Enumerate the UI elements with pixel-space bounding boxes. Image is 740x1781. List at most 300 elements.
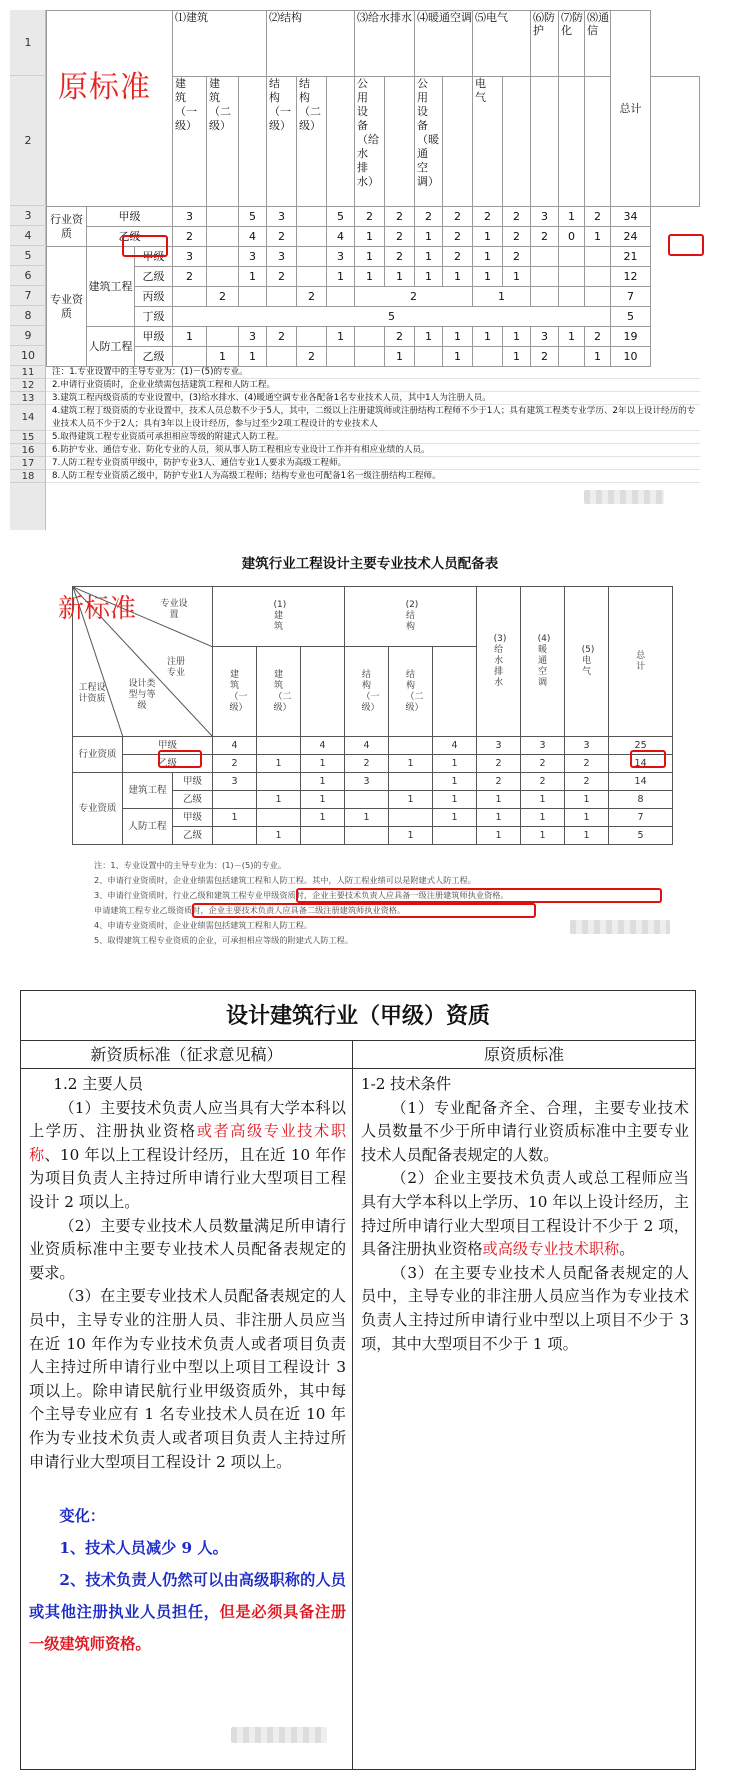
group-header: ⑺防化	[559, 11, 585, 77]
cell: 1	[521, 791, 565, 809]
cell: 1	[301, 809, 345, 827]
group-header: ⑸电气	[473, 11, 531, 77]
cell: 1	[565, 809, 609, 827]
cell: 2	[385, 327, 415, 347]
cell: 1	[301, 755, 345, 773]
cell: 4	[345, 737, 389, 755]
group-header: (4)暖通空调	[521, 587, 565, 737]
grade-yi: 乙级	[123, 755, 213, 773]
old-standard-title: 原标准	[58, 70, 151, 105]
row-number[interactable]: 13	[10, 392, 46, 405]
cell: 2	[355, 207, 385, 227]
group-header: ⑻通信	[585, 11, 611, 77]
cell	[345, 827, 389, 845]
cell: 1	[521, 809, 565, 827]
cell	[257, 809, 301, 827]
total-cell: 21	[611, 247, 651, 267]
cell	[585, 247, 611, 267]
cell	[389, 773, 433, 791]
cell	[297, 327, 327, 347]
cell	[415, 347, 443, 367]
sub-header: 建筑（二级）	[257, 647, 301, 737]
cell: 3	[239, 247, 267, 267]
cell: 1	[585, 227, 611, 247]
group-header: ⑶给水排水	[355, 11, 415, 77]
grade-jia: 甲级	[123, 737, 213, 755]
cell: 1	[503, 327, 531, 347]
empty-cell	[443, 77, 473, 207]
watermark-blur	[231, 1727, 327, 1743]
changes-heading: 变化：	[59, 1507, 105, 1526]
total-cell: 5	[611, 307, 651, 327]
paragraph: （3）在主要专业技术人员配备表规定的人员中，主导专业的非注册人员应当作为专业技术负责人主持过所申请行业中型以上项目不少于 3 项，其中大型项目不少于 1 项。	[361, 1263, 689, 1353]
comparison-title: 设计建筑行业（甲级）资质	[21, 991, 695, 1041]
row-number[interactable]: 11	[10, 366, 46, 379]
cell	[389, 809, 433, 827]
paragraph: （2）企业主要技术负责人或总工程师应当具有大学本科以上学历、10 年以上设计经历，主持过所申请行业大型项目工程设计不少于 2 项，具备注册执业资格或高级专业技术职称。	[361, 1169, 689, 1259]
cell: 1	[473, 267, 503, 287]
grade-jia: 甲级	[173, 809, 213, 827]
cell: 3	[327, 247, 355, 267]
paragraph: （3）在主要专业技术人员配备表规定的人员中，主导专业的注册人员、非注册人员应当在近 10 年作为专业技术负责人或者项目负责人主持过所申请行业中型以上项目工程设计 3 项以上。除申请民航行业甲级资质外，其中每个主导专业应有 1 名专业技术人员在近 10 年作为专业技术负责人或者项目负责人主持过所申请行业大型项目工程设计 2 项以上。	[29, 1287, 346, 1471]
cell: 3	[213, 773, 257, 791]
cell: 2	[473, 207, 503, 227]
column-header: 新资质标准（征求意见稿）	[21, 1041, 352, 1069]
note-line: 6.防护专业、通信专业、防化专业的人员，须从事人防工程相应专业设计工作并有相应业绩的人员。	[46, 444, 700, 457]
building-label: 建筑工程	[123, 773, 173, 809]
cell: 1	[473, 287, 531, 307]
cell: 1	[433, 791, 477, 809]
cell	[433, 827, 477, 845]
highlight-box	[192, 903, 536, 918]
cell	[473, 347, 503, 367]
total-cell: 8	[609, 791, 673, 809]
building-label: 建筑工程	[87, 247, 135, 327]
cell	[213, 791, 257, 809]
row-number[interactable]: 4	[10, 226, 46, 246]
total-header: 总计	[609, 587, 673, 737]
cell: 2	[345, 755, 389, 773]
group-header: (5)电气	[565, 587, 609, 737]
cell: 2	[585, 207, 611, 227]
cell: 2	[385, 227, 415, 247]
professional-label: 专业资质	[47, 247, 87, 367]
cell: 2	[267, 227, 297, 247]
cell: 2	[503, 207, 531, 227]
cell: 2	[355, 287, 473, 307]
empty-cell	[531, 77, 559, 207]
empty-cell	[327, 77, 355, 207]
cell	[207, 247, 239, 267]
sub-header: 结构（一级）	[267, 77, 297, 207]
cell: 3	[267, 207, 297, 227]
cell: 1	[565, 791, 609, 809]
cell: 2	[385, 247, 415, 267]
civil-defense-label: 人防工程	[87, 327, 135, 367]
cell	[297, 207, 327, 227]
row-number[interactable]: 7	[10, 286, 46, 306]
total-header: 总计	[611, 11, 651, 207]
empty-cell	[433, 647, 477, 737]
cell: 1	[415, 247, 443, 267]
cell: 5	[327, 207, 355, 227]
cell: 2	[477, 773, 521, 791]
comparison-table	[20, 990, 696, 1770]
cell	[297, 227, 327, 247]
note-line: 4、申请专业资质时，企业业绩需包括建筑工程和人防工程。	[94, 920, 313, 930]
grade-jia: 甲级	[135, 247, 173, 267]
row-number[interactable]: 10	[10, 346, 46, 366]
sub-header: 公用设备（给水排水）	[355, 77, 385, 207]
cell: 1	[389, 755, 433, 773]
cell: 4	[239, 227, 267, 247]
section-heading: 1-2 技术条件	[361, 1075, 452, 1093]
highlight-box	[158, 750, 202, 768]
civil-defense-label: 人防工程	[123, 809, 173, 845]
cell	[389, 737, 433, 755]
cell	[297, 247, 327, 267]
group-header: (2)结构	[345, 587, 477, 647]
total-cell: 5	[609, 827, 673, 845]
corner-label: 注册专业	[166, 657, 185, 678]
empty-cell	[385, 77, 415, 207]
cell: 1	[257, 755, 301, 773]
cell	[531, 287, 559, 307]
cell: 2	[297, 347, 327, 367]
cell: 1	[473, 227, 503, 247]
cell	[173, 287, 207, 307]
cell: 5	[239, 207, 267, 227]
cell: 2	[521, 755, 565, 773]
cell	[355, 327, 385, 347]
industry-label: 行业资质	[47, 207, 87, 247]
cell: 1	[389, 791, 433, 809]
row-number[interactable]: 14	[10, 405, 46, 431]
cell	[531, 247, 559, 267]
cell: 3	[239, 327, 267, 347]
cell	[327, 287, 355, 307]
cell: 2	[443, 207, 473, 227]
cell	[207, 227, 239, 247]
cell: 1	[239, 267, 267, 287]
cell: 1	[415, 227, 443, 247]
cell: 1	[257, 827, 301, 845]
new-standard-scan	[60, 552, 680, 944]
note-line: 5、取得建筑工程专业资质的企业，可承担相应等级的附建式人防工程。	[94, 935, 354, 945]
old-standard-column	[353, 1041, 695, 1769]
cell: 2	[267, 327, 297, 347]
grade-jia: 甲级	[173, 773, 213, 791]
group-header: (1)建筑	[213, 587, 345, 647]
note-line: 3.建筑工程丙级资质的专业设置中，(3)给水排水、(4)暖通空调专业各配备1名专业技术人员，其中1人为注册人员。	[46, 392, 700, 405]
group-header: ⑵结构	[267, 11, 355, 77]
cell: 1	[433, 809, 477, 827]
cell: 1	[415, 327, 443, 347]
cell	[355, 347, 385, 367]
cell: 1	[327, 267, 355, 287]
cell: 1	[385, 267, 415, 287]
cell: 1	[443, 347, 473, 367]
highlight-box	[668, 234, 704, 256]
note-line: 5.取得建筑工程专业资质可承担相应等级的附建式人防工程。	[46, 431, 700, 444]
empty-cell	[585, 77, 611, 207]
cell: 1	[477, 791, 521, 809]
grade-jia: 甲级	[135, 327, 173, 347]
cell: 1	[433, 755, 477, 773]
cell: 2	[415, 207, 443, 227]
cell: 4	[301, 737, 345, 755]
cell: 2	[565, 755, 609, 773]
cell: 4	[327, 227, 355, 247]
empty-cell	[651, 77, 700, 207]
sub-header: 电气	[473, 77, 503, 207]
corner-cell	[47, 11, 173, 207]
total-cell: 14	[609, 755, 673, 773]
highlight-box	[630, 750, 666, 768]
corner-label: 设计类型与等级	[128, 679, 156, 711]
cell	[301, 827, 345, 845]
cell: 1	[503, 347, 531, 367]
note-line: 7.人防工程专业资质甲级中，防护专业3人、通信专业1人要求为高级工程师。	[46, 457, 700, 470]
row-number[interactable]: 18	[10, 470, 46, 483]
empty-cell	[239, 77, 267, 207]
note-line: 4.建筑工程丁级资质的专业设置中，技术人员总数不少于5人，其中，二级以上注册建筑师或注册结构工程师不少于1人；具有建筑工程类专业学历、2年以上设计经历的专业技术人员不少于2人；具有3年以上设计经历，参与过至少2项工程设计的专业技术人	[46, 405, 700, 431]
sub-header: 建筑（一级）	[173, 77, 207, 207]
cell: 1	[327, 327, 355, 347]
note-line: 3、申请行业资质时，行业乙级和建筑工程专业甲级资质时，企业主要技术负责人应具备一级注册建筑师执业资格。	[94, 890, 509, 900]
cell	[559, 347, 585, 367]
row-number[interactable]: 2	[10, 76, 46, 206]
note-line: 2.申请行业资质时，企业业绩需包括建筑工程和人防工程。	[46, 379, 700, 392]
paragraph: （1）主要技术负责人应当具有大学本科以上学历、注册执业资格或者高级专业技术职称、10 年以上工程设计经历，且在近 10 年作为项目负责人主持过所申请行业大型项目工程设计 2 项以上。	[29, 1098, 347, 1211]
new-standard-title: 新标准	[58, 594, 137, 624]
group-header: ⑷暖通空调	[415, 11, 473, 77]
new-table-title: 建筑行业工程设计主要专业技术人员配备表	[241, 556, 499, 572]
highlight-box	[296, 888, 662, 903]
cell: 1	[257, 791, 301, 809]
row-number[interactable]: 15	[10, 431, 46, 444]
watermark-blur	[584, 490, 664, 504]
sub-header: 公用设备（暖通空调）	[415, 77, 443, 207]
cell: 1	[521, 827, 565, 845]
watermark-blur	[570, 920, 670, 934]
cell: 2	[297, 287, 327, 307]
grade-yi: 乙级	[173, 791, 213, 809]
cell	[585, 267, 611, 287]
row-number[interactable]: 6	[10, 266, 46, 286]
grade-yi: 乙级	[135, 347, 173, 367]
empty-cell	[503, 77, 531, 207]
corner-label: 专业设置	[160, 599, 188, 620]
grade-yi: 乙级	[135, 267, 173, 287]
cell: 0	[559, 227, 585, 247]
cell: 3	[521, 737, 565, 755]
row-number[interactable]: 5	[10, 246, 46, 266]
corner-label: 工程设计资质	[78, 683, 106, 704]
cell: 1	[477, 809, 521, 827]
cell	[207, 267, 239, 287]
cell: 2	[477, 755, 521, 773]
grade-yi: 乙级	[87, 227, 173, 247]
sub-header: 结构（二级）	[389, 647, 433, 737]
cell: 2	[443, 247, 473, 267]
cell: 2	[531, 347, 559, 367]
note-line: 2、申请行业资质时，企业业绩需包括建筑工程和人防工程。其中，人防工程业绩可以是附建式人防工程。	[94, 875, 476, 885]
cell: 3	[267, 247, 297, 267]
grade-yi: 乙级	[173, 827, 213, 845]
group-header: ⑹防护	[531, 11, 559, 77]
row-number[interactable]: 1	[10, 10, 46, 76]
note-line: 申请建筑工程专业乙级资质时，企业主要技术负责人应具备二级注册建筑师执业资格。	[94, 905, 406, 915]
cell: 2	[443, 227, 473, 247]
cell: 1	[207, 347, 239, 367]
total-cell: 7	[611, 287, 651, 307]
cell	[559, 287, 585, 307]
cell: 1	[415, 267, 443, 287]
highlight-box	[122, 235, 168, 257]
grade-jia: 甲级	[87, 207, 173, 227]
note-line: 注：1.专业设置中的主导专业为：(1)－(5)的专业。	[46, 366, 700, 379]
new-standard-column	[21, 1041, 353, 1769]
row-number[interactable]: 16	[10, 444, 46, 457]
cell: 2	[267, 267, 297, 287]
cell	[207, 327, 239, 347]
cell	[585, 287, 611, 307]
cell	[239, 287, 267, 307]
cell: 3	[531, 207, 559, 227]
cell: 4	[213, 737, 257, 755]
cell: 3	[477, 737, 521, 755]
cell: 3	[173, 247, 207, 267]
total-cell: 14	[609, 773, 673, 791]
cell	[345, 791, 389, 809]
cell: 1	[585, 347, 611, 367]
cell: 1	[473, 247, 503, 267]
cell: 1	[345, 809, 389, 827]
cell: 3	[531, 327, 559, 347]
cell: 2	[565, 773, 609, 791]
cell	[531, 267, 559, 287]
note-line: 注：1、专业设置中的主导专业为：(1)－(5)的专业。	[94, 860, 287, 870]
cell: 1	[355, 267, 385, 287]
cell: 1	[239, 347, 267, 367]
row-number[interactable]: 9	[10, 326, 46, 346]
sub-header: 建筑（一级）	[213, 647, 257, 737]
change-item: 1、技术人员减少 9 人。	[59, 1539, 228, 1558]
cell: 1	[443, 267, 473, 287]
total-cell: 7	[609, 809, 673, 827]
cell	[267, 287, 297, 307]
cell: 2	[173, 267, 207, 287]
cell: 2	[531, 227, 559, 247]
professional-label: 专业资质	[73, 773, 123, 845]
total-cell: 34	[611, 207, 651, 227]
cell: 1	[385, 347, 415, 367]
cell: 2	[385, 207, 415, 227]
cell	[257, 773, 301, 791]
section-heading: 1.2 主要人员	[53, 1075, 144, 1093]
row-number[interactable]: 8	[10, 306, 46, 326]
total-cell: 10	[611, 347, 651, 367]
cell: 1	[389, 827, 433, 845]
cell: 1	[503, 267, 531, 287]
paragraph: （2）主要专业技术人员数量满足所申请行业资质标准中主要专业技术人员配备表规定的要求。	[29, 1216, 346, 1282]
cell: 2	[213, 755, 257, 773]
cell	[213, 827, 257, 845]
total-cell: 25	[609, 737, 673, 755]
change-item: 2、技术负责人仍然可以由高级职称的人员或其他注册执业人员担任，但是必须具备注册一级建筑师资格。	[29, 1571, 347, 1654]
total-cell: 12	[611, 267, 651, 287]
new-staff-table	[72, 586, 673, 845]
cell	[267, 347, 297, 367]
note-line: 8.人防工程专业资质乙级中，防护专业1人为高级工程师；结构专业也可配备1名一级注册结构工程师。	[46, 470, 700, 483]
row-number[interactable]: 3	[10, 206, 46, 226]
cell: 3	[345, 773, 389, 791]
cell	[257, 737, 301, 755]
cell: 2	[207, 287, 239, 307]
empty-cell	[559, 77, 585, 207]
row-number[interactable]: 17	[10, 457, 46, 470]
group-header: (3)给水排水	[477, 587, 521, 737]
changes-summary	[29, 1500, 346, 1660]
cell: 1	[213, 809, 257, 827]
cell: 1	[565, 827, 609, 845]
cell: 1	[559, 327, 585, 347]
cell: 1	[301, 791, 345, 809]
cell: 4	[433, 737, 477, 755]
cell: 3	[173, 207, 207, 227]
row-number[interactable]: 12	[10, 379, 46, 392]
cell: 1	[433, 773, 477, 791]
cell: 1	[173, 327, 207, 347]
sub-header: 结构（一级）	[345, 647, 389, 737]
industry-label: 行业资质	[73, 737, 123, 773]
paragraph: （1）专业配备齐全、合理，主要专业技术人员数量不少于所申请行业资质标准中主要专业技术人员配备表规定的人数。	[361, 1098, 689, 1164]
cell	[297, 267, 327, 287]
cell: 2	[503, 227, 531, 247]
cell: 3	[565, 737, 609, 755]
cell: 2	[173, 227, 207, 247]
cell	[559, 267, 585, 287]
total-cell: 19	[611, 327, 651, 347]
cell	[173, 347, 207, 367]
cell: 1	[355, 227, 385, 247]
old-notes	[46, 366, 700, 483]
cell: 1	[443, 327, 473, 347]
total-cell: 24	[611, 227, 651, 247]
cell: 2	[585, 327, 611, 347]
cell: 1	[477, 827, 521, 845]
cell	[559, 247, 585, 267]
cell: 2	[503, 247, 531, 267]
cell: 1	[473, 327, 503, 347]
cell: 1	[559, 207, 585, 227]
cell: 2	[521, 773, 565, 791]
column-header: 原资质标准	[353, 1041, 695, 1069]
row-header-column	[10, 10, 46, 530]
cell: 1	[355, 247, 385, 267]
cell	[207, 207, 239, 227]
empty-cell	[301, 647, 345, 737]
cell: 1	[301, 773, 345, 791]
merged-cell: 5	[173, 307, 611, 327]
grade-ding: 丁级	[135, 307, 173, 327]
group-header: ⑴建筑	[173, 11, 267, 77]
cell	[327, 347, 355, 367]
grade-bing: 丙级	[135, 287, 173, 307]
sub-header: 结构（二级）	[297, 77, 327, 207]
sub-header: 建筑（二级）	[207, 77, 239, 207]
